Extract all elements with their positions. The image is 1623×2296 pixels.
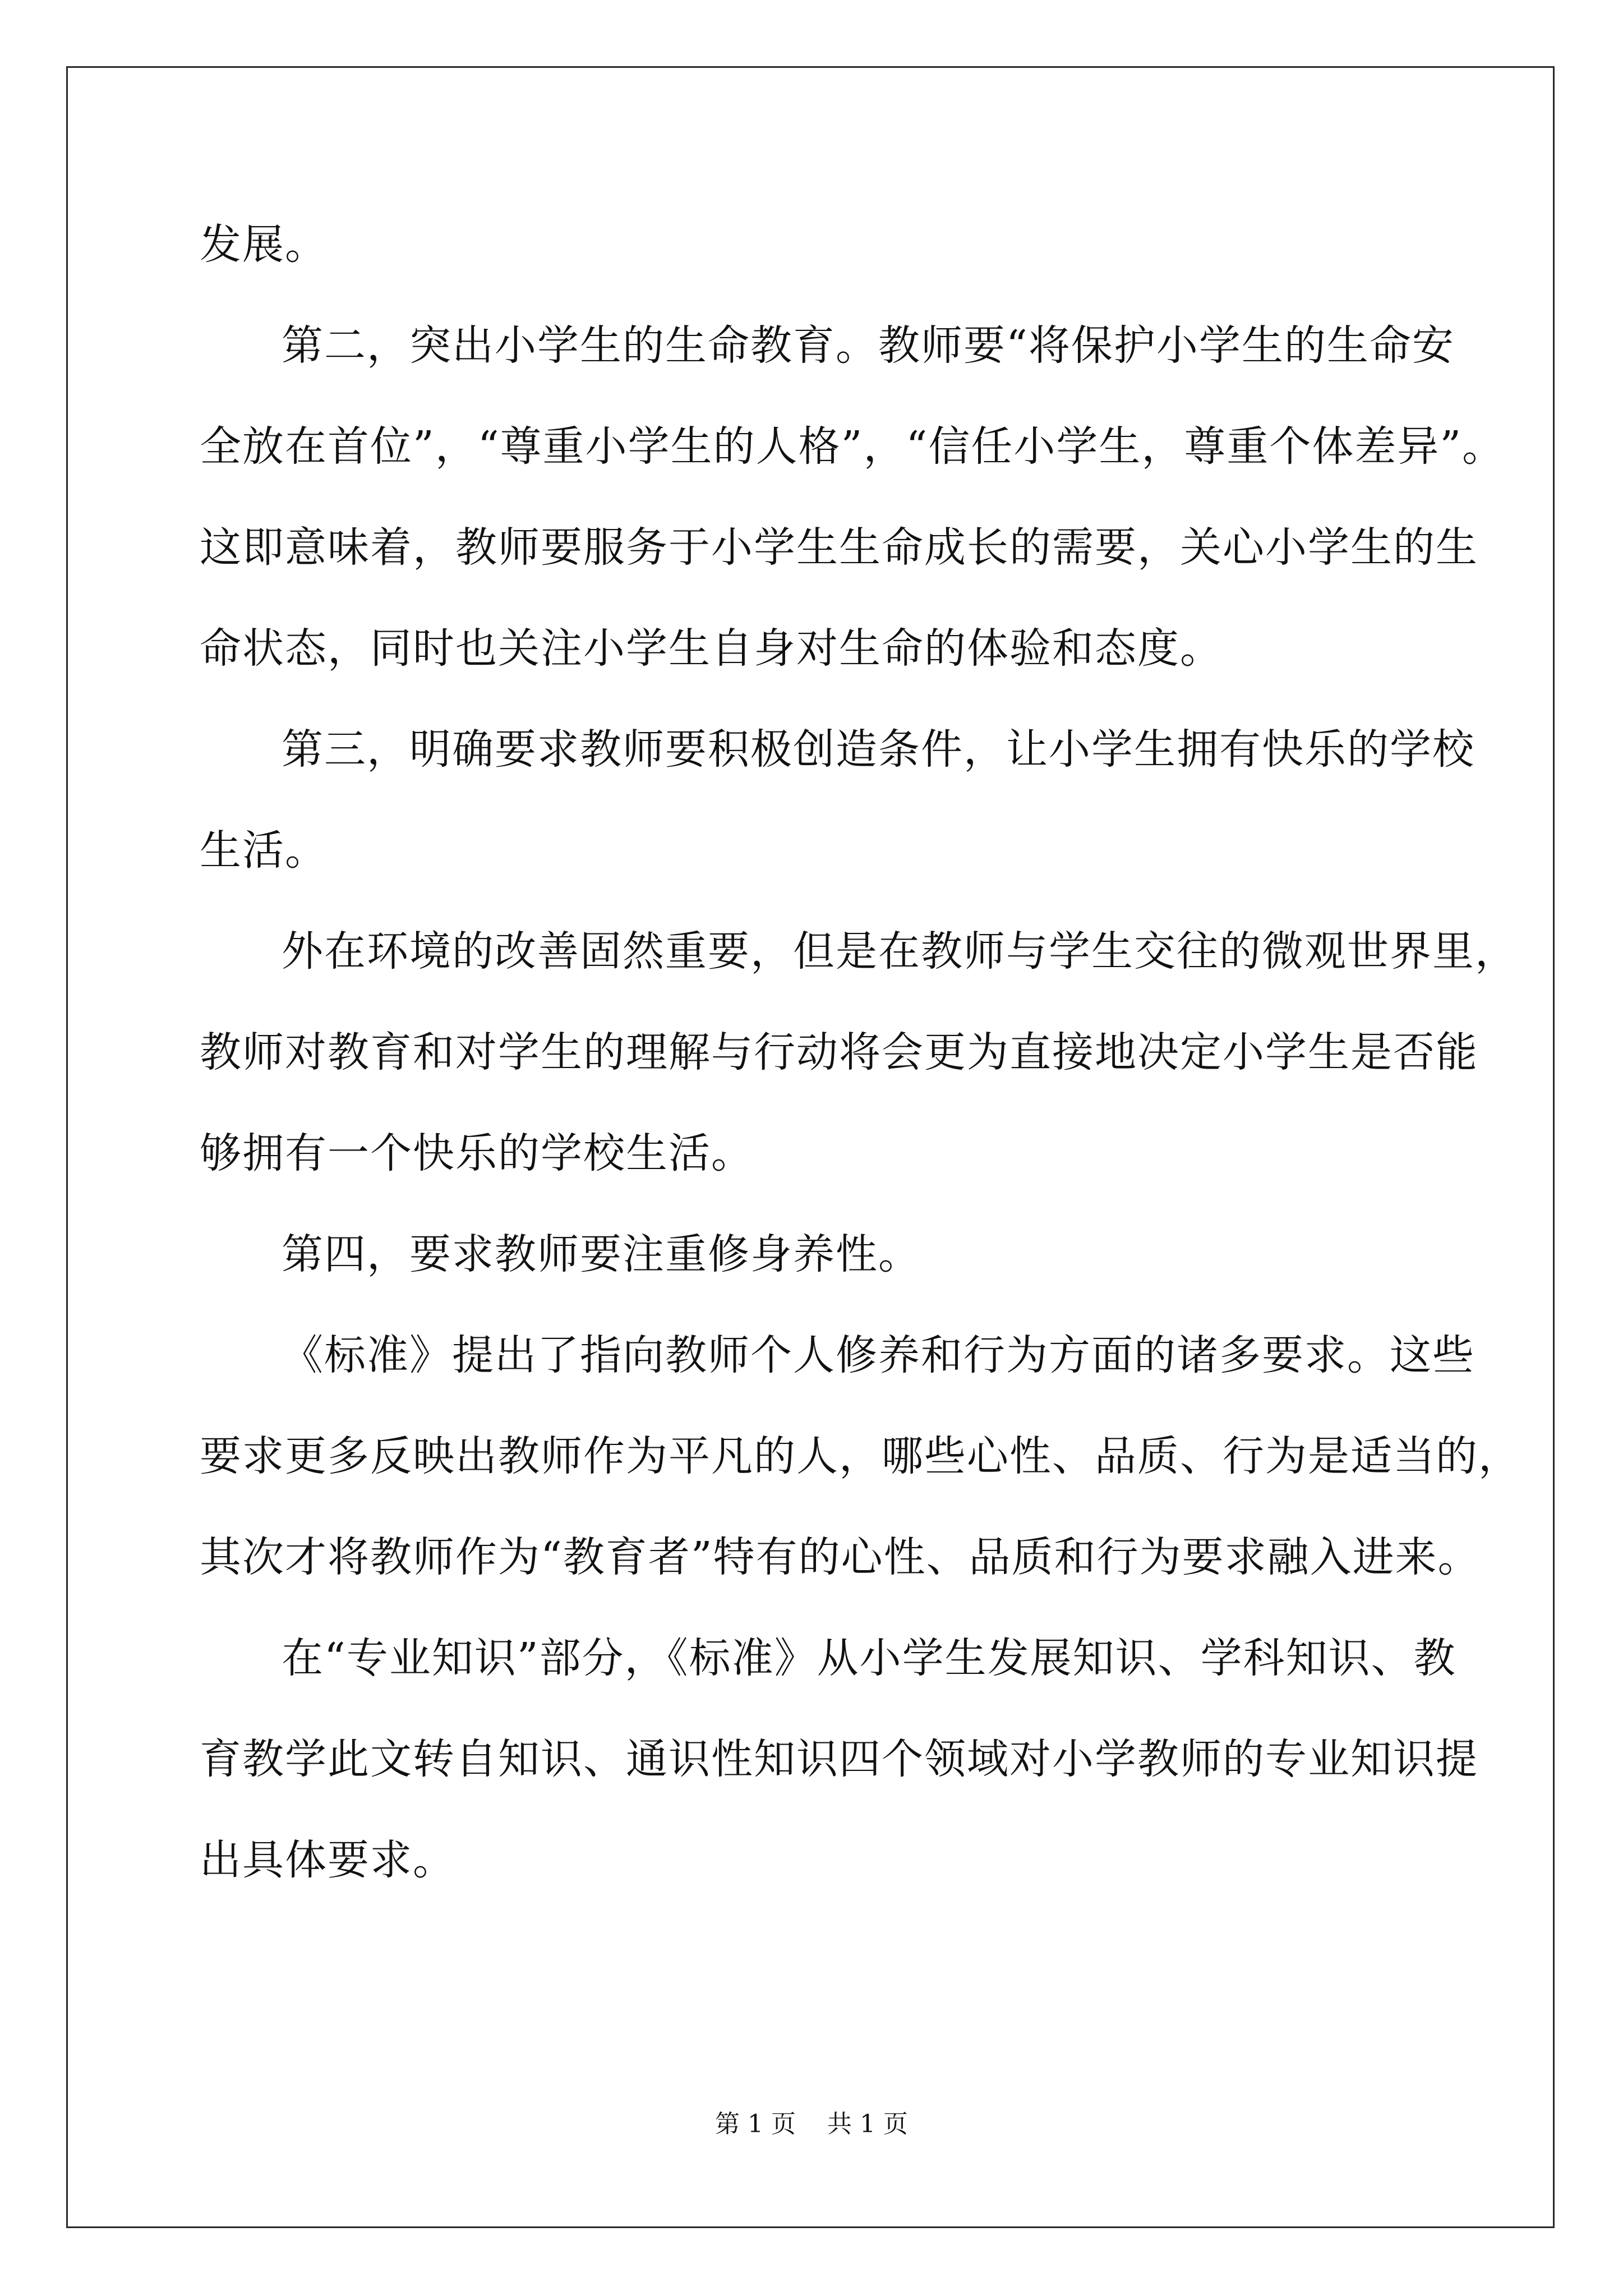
text-line: 教师对教育和对学生的理解与行动将会更为直接地决定小学生是否能 [200, 1028, 1478, 1076]
text-line: 《标准》提出了指向教师个人修养和行为方面的诸多要求。这些 [282, 1331, 1475, 1379]
text-line: 第三，明确要求教师要积极创造条件，让小学生拥有快乐的学校 [282, 725, 1475, 774]
text-line: 出具体要求。 [200, 1836, 455, 1884]
text-line: 在“专业知识”部分，《标准》从小学生发展知识、学科知识、教 [282, 1634, 1456, 1682]
text-line: 这即意味着，教师要服务于小学生生命成长的需要，关心小学生的生 [200, 523, 1478, 572]
text-line: 第二，突出小学生的生命教育。教师要“将保护小学生的生命安 [282, 321, 1455, 370]
page-total: 共 1 页 [827, 2110, 908, 2138]
text-line: 其次才将教师作为“教育者”特有的心性、品质和行为要求融入进来。 [200, 1533, 1481, 1581]
text-line: 发展。 [200, 220, 328, 269]
text-line: 够拥有一个快乐的学校生活。 [200, 1129, 754, 1177]
text-line: 第四，要求教师要注重修身养性。 [282, 1230, 921, 1278]
text-line: 全放在首位”，“尊重小学生的人格”，“信任小学生，尊重个体差异”。 [200, 422, 1505, 471]
text-line: 育教学此文转自知识、通识性知识四个领域对小学教师的专业知识提 [200, 1735, 1478, 1783]
text-line: 外在环境的改善固然重要，但是在教师与学生交往的微观世界里， [282, 927, 1518, 976]
text-line: 生活。 [200, 826, 328, 875]
text-line: 要求更多反映出教师作为平凡的人，哪些心性、品质、行为是适当的， [200, 1432, 1521, 1480]
text-line: 命状态，同时也关注小学生自身对生命的体验和态度。 [200, 624, 1223, 673]
page-number: 第 1 页 [715, 2110, 796, 2138]
page-footer [0, 2104, 1623, 2139]
